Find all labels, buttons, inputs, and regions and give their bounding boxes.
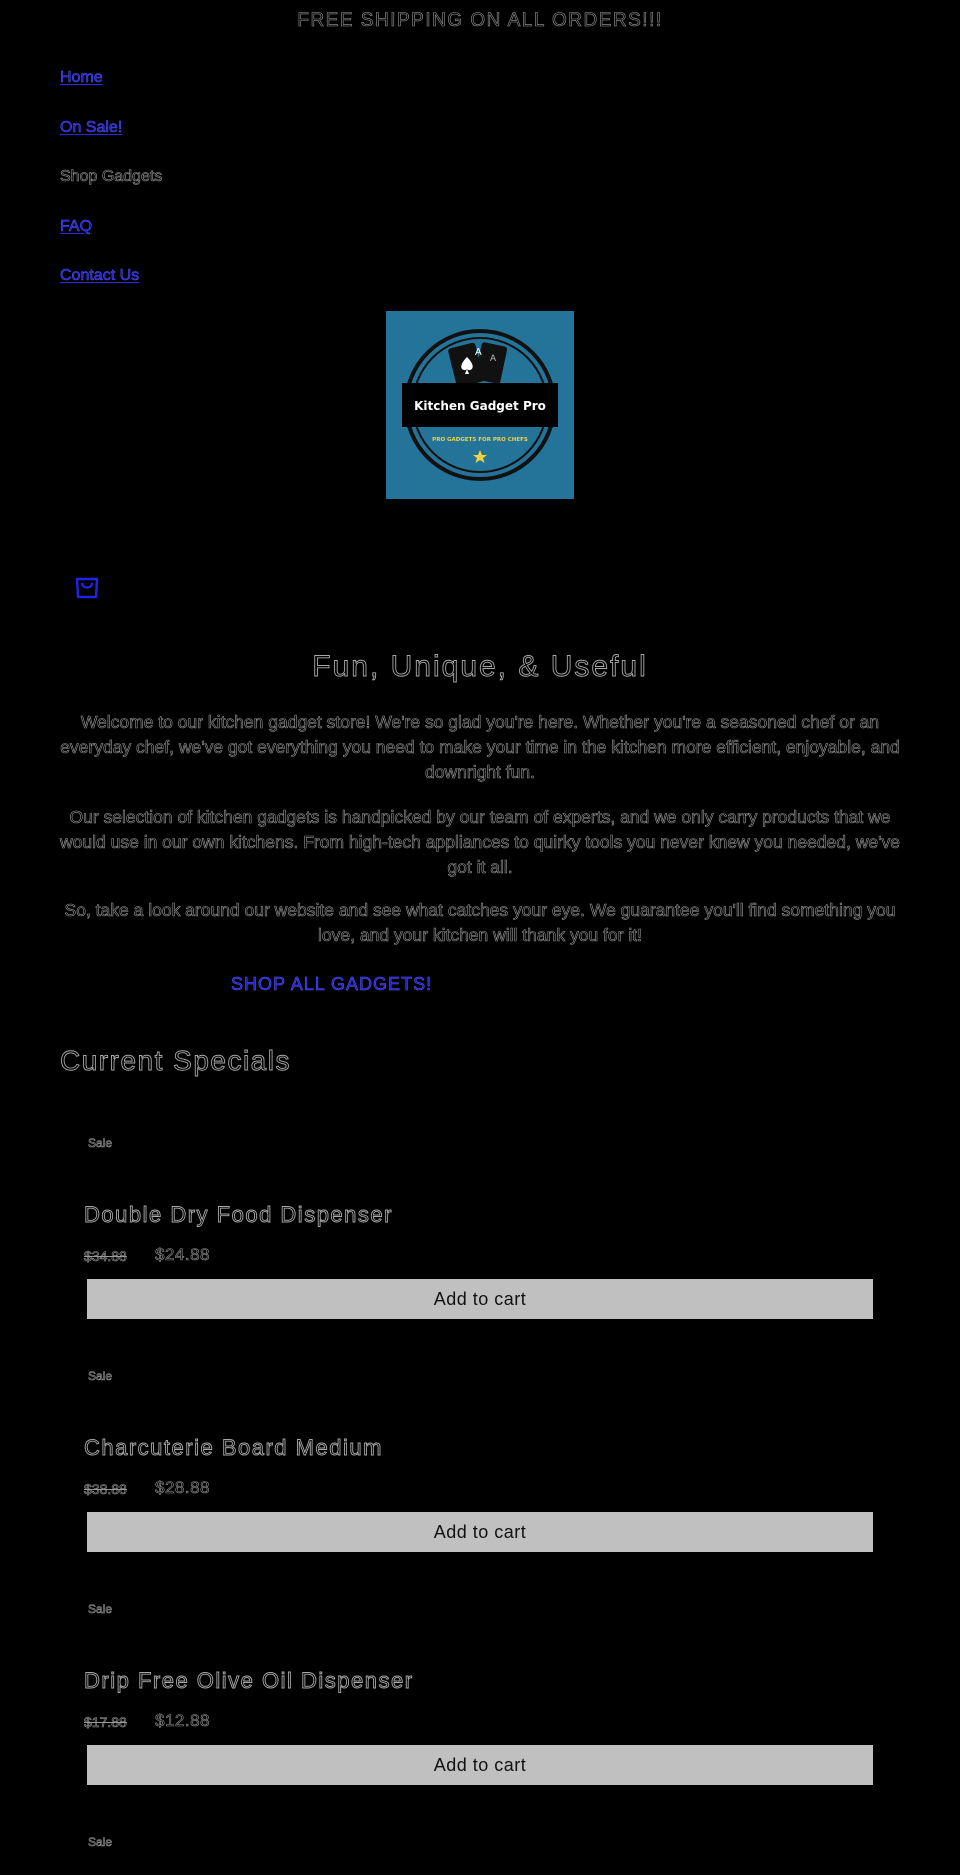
sale-badge: Sale (88, 1835, 113, 1849)
sale-badge: Sale (88, 1136, 113, 1150)
announcement-bar: FREE SHIPPING ON ALL ORDERS!!! (297, 10, 663, 31)
regular-price: $34.88 (84, 1248, 127, 1264)
sale-price: $28.88 (155, 1478, 210, 1497)
product-card (0, 1835, 960, 1875)
shop-all-gadgets-link[interactable]: SHOP ALL GADGETS! (231, 974, 433, 994)
hero-title: Fun, Unique, & Useful (312, 650, 648, 683)
product-title[interactable]: Drip Free Olive Oil Dispenser (84, 1668, 414, 1693)
nav-home[interactable]: Home (60, 69, 103, 86)
sale-price: $24.88 (155, 1245, 210, 1264)
shopping-bag-icon (74, 572, 100, 600)
nav-shop-gadgets[interactable]: Shop Gadgets (60, 168, 163, 185)
nav-faq[interactable]: FAQ (60, 217, 93, 235)
add-to-cart-button[interactable]: Add to cart (87, 1512, 873, 1552)
product-title[interactable]: Charcuterie Board Medium (84, 1435, 383, 1460)
product-card (0, 1602, 960, 1835)
add-to-cart-button[interactable]: Add to cart (87, 1745, 873, 1785)
regular-price: $38.88 (84, 1481, 127, 1497)
star-icon (473, 450, 487, 463)
nav-on-sale[interactable]: On Sale! (60, 118, 123, 136)
product-card (0, 1136, 960, 1369)
current-specials-heading: Current Specials (60, 1045, 291, 1076)
add-to-cart-button[interactable]: Add to cart (87, 1279, 873, 1319)
sale-badge: Sale (88, 1602, 113, 1616)
intro-paragraph-3: So, take a look around our website and see what catches your eye. We guarantee you'll find something you love, and your kitchen will thank you for it! (64, 900, 896, 945)
logo-tagline: PRO GADGETS FOR PRO CHEFS (432, 437, 528, 443)
intro-paragraph-2: Our selection of kitchen gadgets is handpicked by our team of experts, and we only carry products that we would use in our own kitchens. From high-tech appliances to quirky tools you never knew you needed, we've got it all. (60, 807, 900, 877)
nav-contact-us[interactable]: Contact Us (60, 267, 140, 284)
logo-name: Kitchen Gadget Pro (414, 399, 546, 413)
sale-price: $12.88 (155, 1711, 210, 1730)
regular-price: $17.88 (84, 1714, 127, 1730)
product-title[interactable]: Double Dry Food Dispenser (84, 1202, 393, 1227)
cart-button[interactable] (74, 572, 100, 600)
logo-graphic (386, 311, 574, 499)
card-letter-2: A (490, 353, 497, 363)
product-card (0, 1369, 960, 1602)
card-letter-1: A (475, 347, 482, 358)
store-logo[interactable] (386, 311, 574, 499)
main-nav (60, 66, 162, 314)
intro-paragraph-1: Welcome to our kitchen gadget store! We're so glad you're here. Whether you're a seasoned chef or an everyday chef, we've got everything you need to make your time in the kitchen more efficient, enjoyable, and downright fun. (60, 712, 900, 782)
sale-badge: Sale (88, 1369, 113, 1383)
